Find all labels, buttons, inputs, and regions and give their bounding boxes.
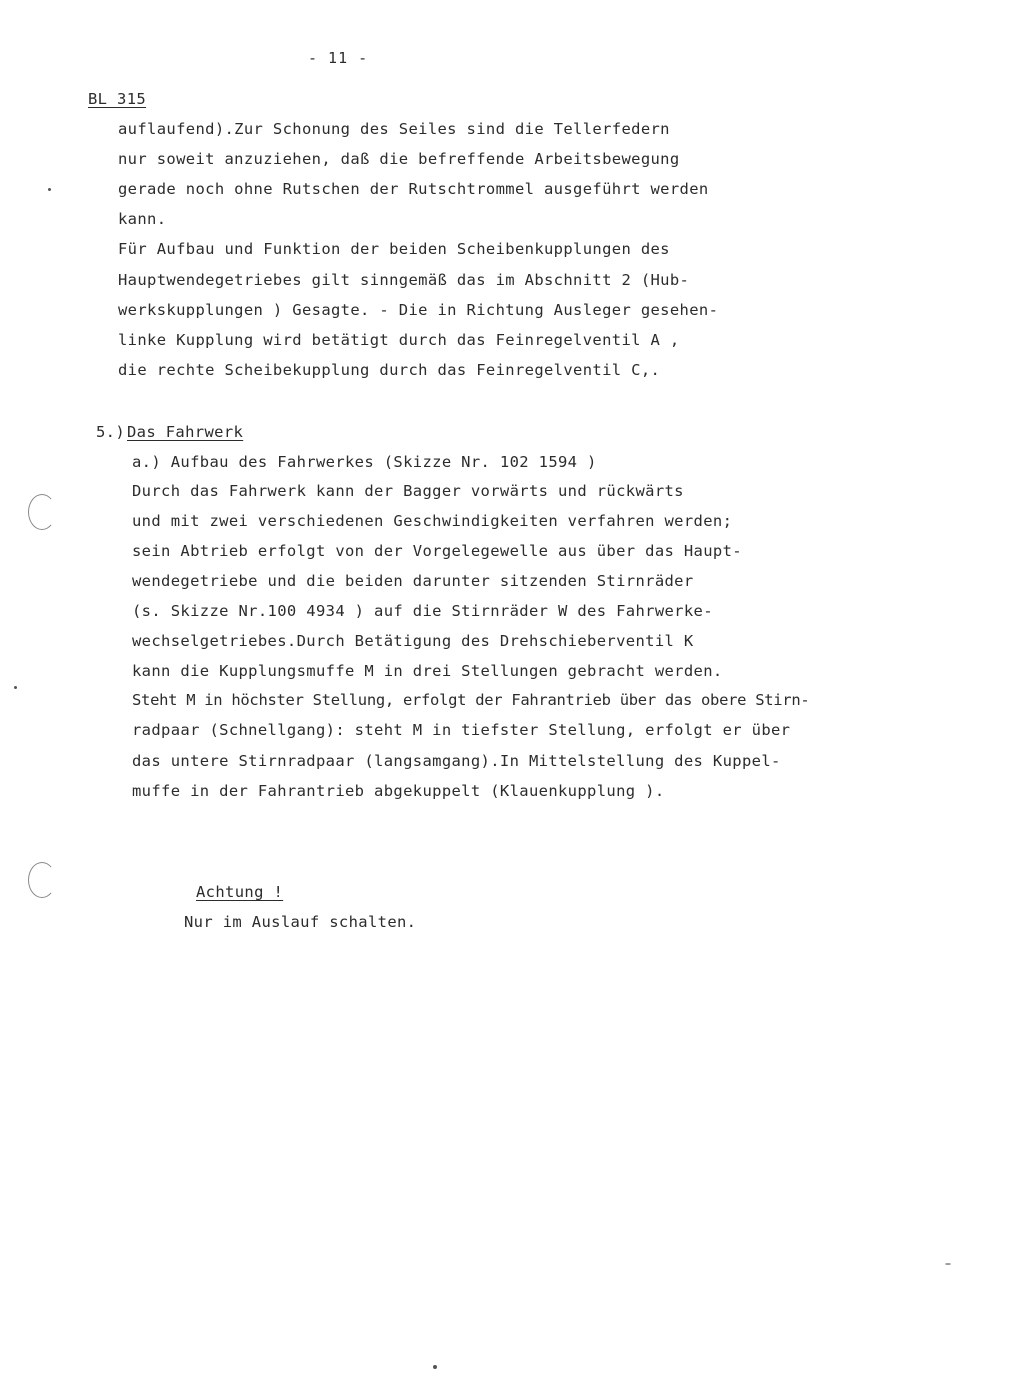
paragraph-3-line-10: das untere Stirnradpaar (langsamgang).In Mittelstellung des Kuppel- <box>132 752 781 770</box>
doc-reference: BL 315 <box>88 90 147 108</box>
paragraph-3-line-3: sein Abtrieb erfolgt von der Vorgelegewelle aus über das Haupt- <box>132 542 742 560</box>
scan-speck <box>14 686 17 689</box>
warning-title: Achtung ! <box>196 883 284 901</box>
paragraph-3-line-4: wendegetriebe und die beiden darunter sitzenden Stirnräder <box>132 572 694 590</box>
scan-speck <box>945 1263 951 1265</box>
paragraph-1-line-3: gerade noch ohne Rutschen der Rutschtrommel ausgeführt werden <box>118 180 709 198</box>
paragraph-2-line-5: die rechte Scheibekupplung durch das Feinregelventil C,. <box>118 361 661 379</box>
punch-hole-mark-lower <box>28 862 56 898</box>
paragraph-3-line-6: wechselgetriebes.Durch Betätigung des Drehschieberventil K <box>132 632 694 650</box>
warning-text: Nur im Auslauf schalten. <box>184 913 417 931</box>
scan-speck <box>433 1365 437 1369</box>
section-title: Das Fahrwerk <box>127 423 244 441</box>
paragraph-3-line-9: radpaar (Schnellgang): steht M in tiefster Stellung, erfolgt er über <box>132 721 791 739</box>
paragraph-3-line-2: und mit zwei verschiedenen Geschwindigkeiten verfahren werden; <box>132 512 733 530</box>
paragraph-1-line-2: nur soweit anzuziehen, daß die befreffende Arbeitsbewegung <box>118 150 680 168</box>
paragraph-3-line-7: kann die Kupplungsmuffe M in drei Stellungen gebracht werden. <box>132 662 723 680</box>
subsection-a-heading: a.) Aufbau des Fahrwerkes (Skizze Nr. 102 1594 ) <box>132 453 597 471</box>
paragraph-2-line-3: werkskupplungen ) Gesagte. - Die in Richtung Ausleger gesehen- <box>118 301 719 319</box>
paragraph-1-line-4: kann. <box>118 210 167 228</box>
paragraph-3-line-8: Steht M in höchster Stellung, erfolgt der Fahrantrieb über das obere Stirn- <box>132 691 810 709</box>
page-number: - 11 - <box>308 49 369 67</box>
paragraph-2-line-4: linke Kupplung wird betätigt durch das Feinregelventil A , <box>118 331 680 349</box>
paragraph-3-line-11: muffe in der Fahrantrieb abgekuppelt (Klauenkupplung ). <box>132 782 665 800</box>
section-number: 5.) <box>96 423 126 441</box>
paragraph-2-line-1: Für Aufbau und Funktion der beiden Scheibenkupplungen des <box>118 240 670 258</box>
paragraph-1-line-1: auflaufend).Zur Schonung des Seiles sind die Tellerfedern <box>118 120 670 138</box>
scan-speck <box>48 188 51 191</box>
paragraph-3-line-5: (s. Skizze Nr.100 4934 ) auf die Stirnräder W des Fahrwerke- <box>132 602 713 620</box>
punch-hole-mark-upper <box>28 494 56 530</box>
paragraph-2-line-2: Hauptwendegetriebes gilt sinngemäß das im Abschnitt 2 (Hub- <box>118 271 690 289</box>
paragraph-3-line-1: Durch das Fahrwerk kann der Bagger vorwärts und rückwärts <box>132 482 684 500</box>
